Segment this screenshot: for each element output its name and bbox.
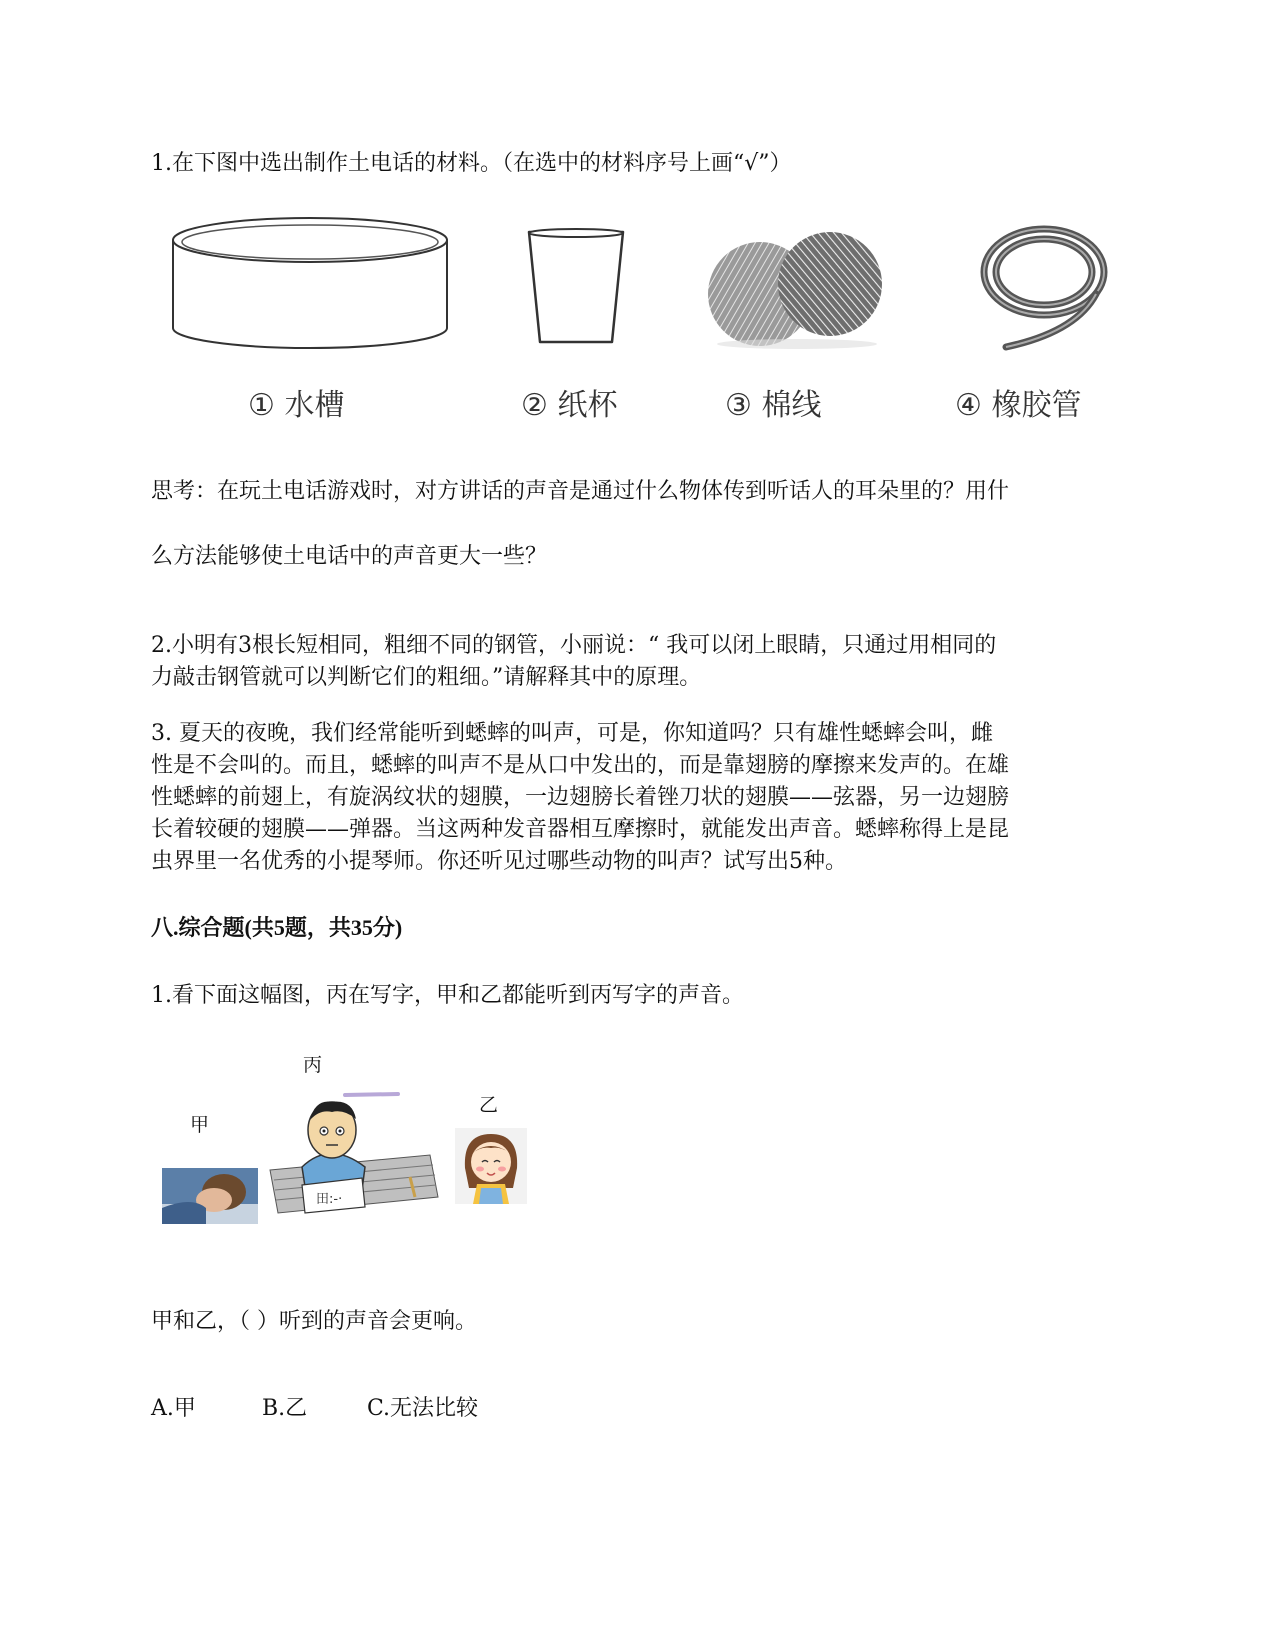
section-heading: 八.综合题(共5题，共35分)	[151, 915, 403, 940]
label-yi: 乙	[479, 1094, 499, 1116]
q1-think-line2: 么方法能够使土电话中的声音更大一些？	[151, 544, 548, 569]
person-jia-image	[162, 1168, 258, 1224]
person-bing-image	[270, 1085, 440, 1220]
material-label-2[interactable]: ② 纸杯	[521, 388, 618, 423]
material-label-3[interactable]: ③ 棉线	[725, 388, 822, 423]
q1-think-line1: 思考：在玩土电话游戏时，对方讲话的声音是通过什么物体传到听话人的耳朵里的？用什	[151, 479, 1010, 504]
q3-text: 3. 夏天的夜晚，我们经常能听到蟋蟀的叫声，可是，你知道吗？只有雄性蟋蟀会叫，雌 性是不会叫的。而且，蟋蟀的叫声不是从口中发出的，而是靠翅膀的摩擦来发声的。在雄 性蟋蟀的前翅上，有旋涡纹状的翅膜，一边翅膀长着锉刀状的翅膜——弦器，另一边翅膀 长着较硬的翅膜——弹器。当这两种发音器相互摩擦时，就能发出声音。蟋蟀称得上是昆 虫界里一名优秀的小提琴师。你还听见过哪些动物的叫声？试写出5种。	[151, 721, 1010, 874]
q1-prompt: 1.在下图中选出制作土电话的材料。（在选中的材料序号上画“√”）	[151, 151, 792, 176]
label-jia: 甲	[190, 1114, 210, 1136]
water-basin-image	[170, 210, 450, 350]
rubber-tube-image	[976, 222, 1116, 357]
option-a[interactable]: A.甲	[151, 1396, 196, 1421]
person-yi-image	[455, 1128, 527, 1204]
s8-q1-prompt: 1.看下面这幅图，丙在写字，甲和乙都能听到丙写字的声音。	[151, 983, 744, 1008]
option-c[interactable]: C.无法比较	[367, 1396, 479, 1421]
option-b[interactable]: B.乙	[262, 1396, 308, 1421]
svg-text:田:-·: 田:-·	[316, 1192, 343, 1207]
label-bing: 丙	[303, 1054, 323, 1076]
s8-question: 甲和乙，（ ）听到的声音会更响。	[151, 1309, 477, 1334]
paper-cup-image	[526, 228, 626, 348]
cotton-thread-image	[702, 226, 892, 351]
material-label-4[interactable]: ④ 橡胶管	[955, 388, 1082, 423]
q2-text: 2.小明有3根长短相同，粗细不同的钢管，小丽说：“ 我可以闭上眼睛，只通过用相同的 力敲击钢管就可以判断它们的粗细。”请解释其中的原理。	[151, 633, 997, 690]
material-label-1[interactable]: ① 水槽	[248, 388, 345, 423]
